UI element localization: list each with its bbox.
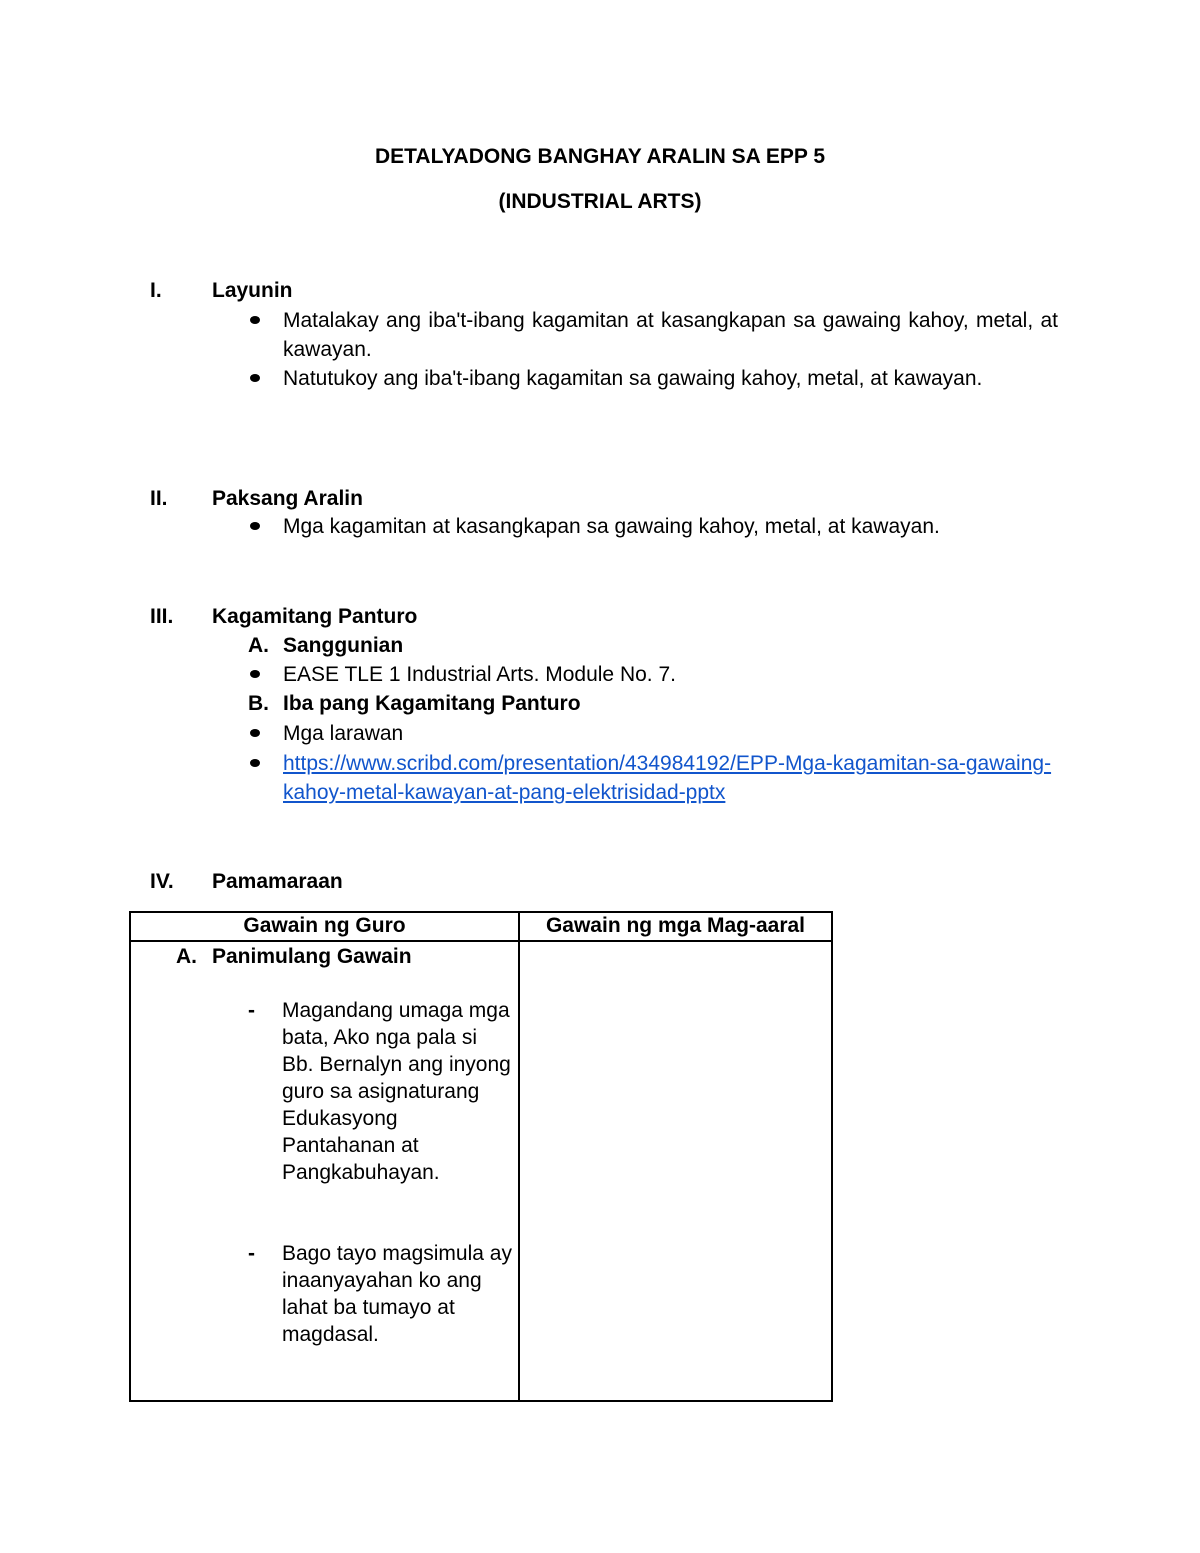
bullet-icon [250, 729, 260, 737]
section-3-number: III. [150, 605, 174, 628]
material-item: Mga larawan [283, 722, 404, 745]
subsection-b-title: Iba pang Kagamitang Panturo [283, 692, 581, 715]
objective-1: Matalakay ang iba't-ibang kagamitan at kasangkapan sa gawaing kahoy, metal, at kawayan. [283, 309, 1058, 361]
topic-item: Mga kagamitan at kasangkapan sa gawaing kahoy, metal, at kawayan. [283, 515, 940, 538]
reference-link[interactable]: https://www.scribd.com/presentation/434984192/EPP-Mga-kagamitan-sa-gawaing-kahoy-metal-kawayan-at-pang-elektrisidad-pptx [283, 752, 1052, 804]
teacher-greeting: Magandang umaga mga bata, Ako nga pala si Bb. Bernalyn ang inyong guro sa asignaturang Edukasyong Pantahanan at Pangkabuhayan. [282, 999, 511, 1184]
table-header-divider [131, 940, 831, 942]
part-title: Panimulang Gawain [212, 945, 412, 968]
section-1-number: I. [150, 279, 162, 302]
link-wrapper [283, 749, 1053, 807]
section-3-title: Kagamitang Panturo [212, 605, 418, 628]
part-letter: A. [176, 945, 197, 968]
section-1-title: Layunin [212, 279, 293, 302]
section-4-number: IV. [150, 870, 174, 893]
subsection-b-letter: B. [248, 692, 269, 715]
table-header-teacher: Gawain ng Guro [243, 914, 406, 937]
objective-2: Natutukoy ang iba't-ibang kagamitan sa gawaing kahoy, metal, at kawayan. [283, 367, 983, 390]
bullet-icon [250, 670, 260, 678]
dash-marker: - [248, 1242, 255, 1265]
document-title: DETALYADONG BANGHAY ARALIN SA EPP 5 [374, 145, 826, 168]
procedure-table [129, 911, 833, 1402]
bullet-icon [250, 759, 260, 767]
reference-item: EASE TLE 1 Industrial Arts. Module No. 7. [283, 663, 676, 686]
table-header-students: Gawain ng mga Mag-aaral [545, 914, 806, 937]
subsection-a-letter: A. [248, 634, 269, 657]
dash-marker: - [248, 999, 255, 1022]
bullet-icon [250, 522, 260, 530]
subsection-a-title: Sanggunian [283, 634, 404, 657]
bullet-icon [250, 316, 260, 324]
table-column-divider [518, 913, 520, 1400]
document-subtitle: (INDUSTRIAL ARTS) [498, 190, 702, 213]
section-2-title: Paksang Aralin [212, 487, 363, 510]
section-2-number: II. [150, 487, 168, 510]
teacher-prayer: Bago tayo magsimula ay inaanyayahan ko ang lahat ba tumayo at magdasal. [282, 1242, 512, 1346]
section-4-title: Pamamaraan [212, 870, 343, 893]
bullet-icon [250, 374, 260, 382]
